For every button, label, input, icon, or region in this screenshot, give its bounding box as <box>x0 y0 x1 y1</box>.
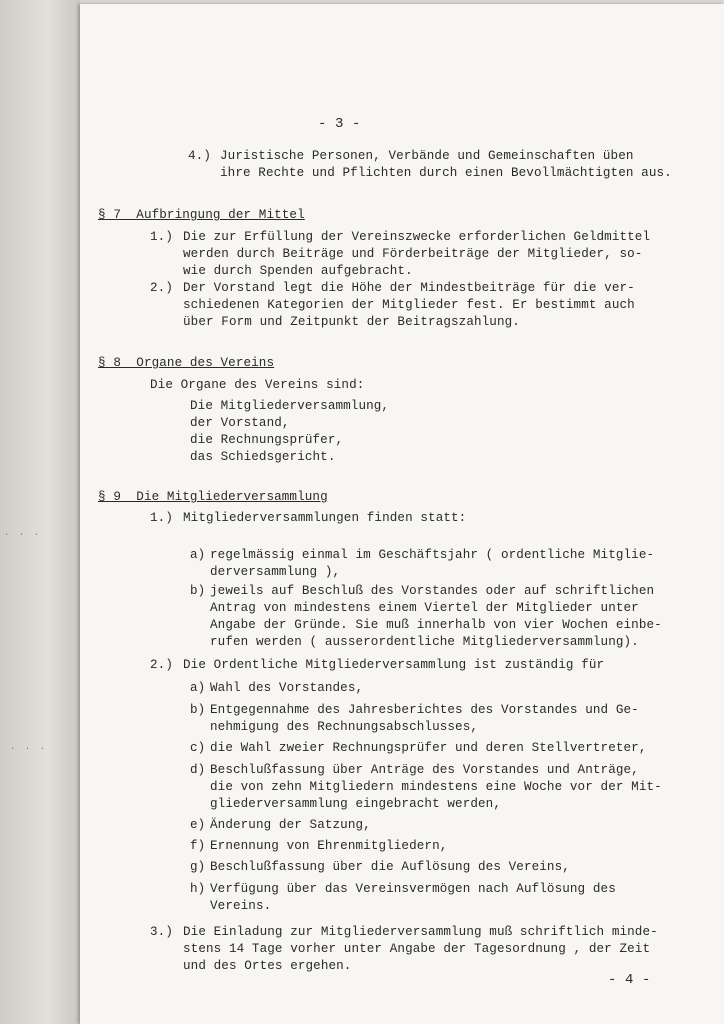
item-line: werden durch Beiträge und Förderbeiträge der Mitglieder, so- <box>183 247 643 261</box>
item-line: Die zur Erfüllung der Vereinszwecke erforderlichen Geldmittel <box>183 230 651 244</box>
organs-intro: Die Organe des Vereins sind: <box>150 378 365 392</box>
sub-letter: f) <box>190 839 206 853</box>
sub-line: Beschlußfassung über die Auflösung des Vereins, <box>210 860 570 874</box>
organ-item: das Schiedsgericht. <box>190 450 336 464</box>
sub-line: rufen werden ( ausserordentliche Mitgliederversammlung). <box>210 635 639 649</box>
sub-letter: b) <box>190 584 206 598</box>
sub-letter: c) <box>190 741 206 755</box>
item-number: 4.) <box>188 149 211 163</box>
sub-line: die Wahl zweier Rechnungsprüfer und deren Stellvertreter, <box>210 741 647 755</box>
sub-line: gliederversammlung eingebracht werden, <box>210 797 501 811</box>
item-line: schiedenen Kategorien der Mitglieder fest. Er bestimmt auch <box>183 298 635 312</box>
sub-line: Antrag von mindestens einem Viertel der Mitglieder unter <box>210 601 639 615</box>
sub-line: Ernennung von Ehrenmitgliedern, <box>210 839 448 853</box>
sub-line: Vereins. <box>210 899 272 913</box>
section-heading-8: § 8 Organe des Vereins <box>98 356 275 370</box>
section-heading-9: § 9 Die Mitgliederversammlung <box>98 490 328 504</box>
sub-letter: e) <box>190 818 206 832</box>
item-number: 3.) <box>150 925 173 939</box>
section-heading-7: § 7 Aufbringung der Mittel <box>98 208 305 222</box>
item-line: Der Vorstand legt die Höhe der Mindestbeiträge für die ver- <box>183 281 635 295</box>
sub-line: Beschlußfassung über Anträge des Vorstandes und Anträge, <box>210 763 639 777</box>
sub-line: Änderung der Satzung, <box>210 818 371 832</box>
sub-letter: a) <box>190 548 206 562</box>
sub-letter: a) <box>190 681 206 695</box>
item-number: 1.) <box>150 511 173 525</box>
sub-letter: g) <box>190 860 206 874</box>
item-line: und des Ortes ergehen. <box>183 959 352 973</box>
sub-line: regelmässig einmal im Geschäftsjahr ( ordentliche Mitglie- <box>210 548 655 562</box>
item-number: 1.) <box>150 230 173 244</box>
sub-letter: b) <box>190 703 206 717</box>
page-number: - 3 - <box>318 116 361 132</box>
next-page-indicator: - 4 - <box>608 972 651 988</box>
sub-line: nehmigung des Rechnungsabschlusses, <box>210 720 479 734</box>
item-line: Die Einladung zur Mitgliederversammlung muß schriftlich minde- <box>183 925 658 939</box>
item-line: stens 14 Tage vorher unter Angabe der Tagesordnung , der Zeit <box>183 942 651 956</box>
item-line: ihre Rechte und Pflichten durch einen Bevollmächtigten aus. <box>220 166 672 180</box>
item-line: wie durch Spenden aufgebracht. <box>183 264 413 278</box>
sub-line: Wahl des Vorstandes, <box>210 681 364 695</box>
document-page <box>80 4 724 1024</box>
organ-item: die Rechnungsprüfer, <box>190 433 344 447</box>
item-line: Die Ordentliche Mitgliederversammlung ist zuständig für <box>183 658 605 672</box>
item-number: 2.) <box>150 658 173 672</box>
facing-page-edge: . . . . . . <box>0 0 80 1024</box>
sub-line: Entgegennahme des Jahresberichtes des Vorstandes und Ge- <box>210 703 639 717</box>
item-number: 2.) <box>150 281 173 295</box>
item-line: über Form und Zeitpunkt der Beitragszahlung. <box>183 315 520 329</box>
item-line: Juristische Personen, Verbände und Gemeinschaften üben <box>220 149 634 163</box>
sub-line: Angabe der Gründe. Sie muß innerhalb von vier Wochen einbe- <box>210 618 662 632</box>
organ-item: der Vorstand, <box>190 416 290 430</box>
sub-letter: h) <box>190 882 206 896</box>
organ-item: Die Mitgliederversammlung, <box>190 399 390 413</box>
sub-line: jeweils auf Beschluß des Vorstandes oder auf schriftlichen <box>210 584 655 598</box>
item-line: Mitgliederversammlungen finden statt: <box>183 511 467 525</box>
sub-line: Verfügung über das Vereinsvermögen nach Auflösung des <box>210 882 616 896</box>
sub-line: die von zehn Mitgliedern mindestens eine Woche vor der Mit- <box>210 780 662 794</box>
sub-letter: d) <box>190 763 206 777</box>
sub-line: derversammlung ), <box>210 565 341 579</box>
